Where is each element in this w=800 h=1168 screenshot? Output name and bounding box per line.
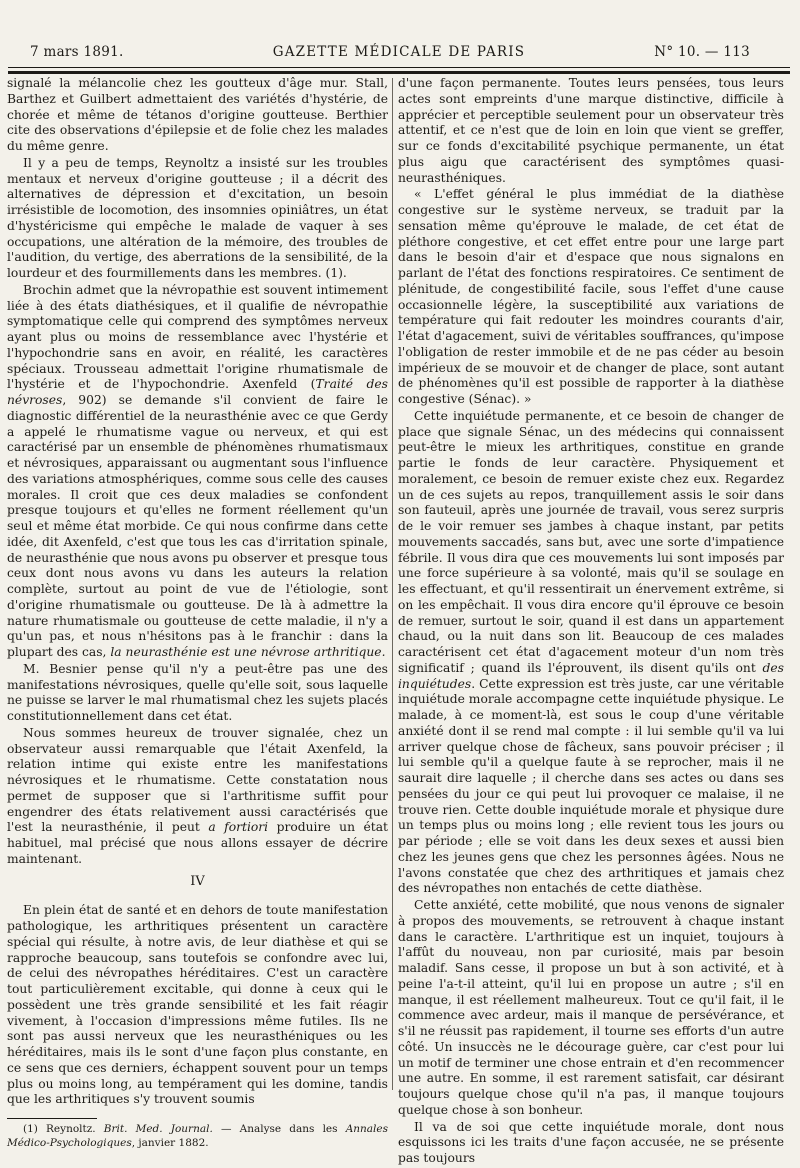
italic-run: a fortiori [208, 820, 269, 835]
italic-run: des inquiétudes [398, 660, 784, 691]
journal-title: GAZETTE MÉDICALE DE PARIS [272, 44, 526, 60]
text-run: — Analyse dans les [212, 1123, 346, 1135]
page-number: N° 10. — 113 [654, 44, 750, 60]
footnote-rule [7, 1118, 97, 1119]
section-heading: IV [190, 873, 205, 889]
paragraph: d'une façon permanente. Toutes leurs pensées, tous leurs actes sont empreints d'une marque distinctive, difficile à apprécier et perceptible seulement pour un observateur très attentif, et ce n'est que de loin en loin que vient se greffer, sur ce fonds d'excitabilité psychique permanente, un état plus aigu que caractérisent des symptômes quasi-neurasthéniques. [398, 76, 784, 185]
paragraph: Il y a peu de temps, Reynoltz a insisté sur les troubles mentaux et nerveux d'origine goutteuse ; il a décrit des alternatives de dépression et d'excitation, un besoin irrésistible de locomotion, des insomnies opiniâtres, un état d'hystéricisme qui empêche le malade de vaquer à ses occupations, une altération de la mémoire, des troubles de l'audition, du vertige, des aberrations de la sensibilité, de la lourdeur et des fourmillements dans les membres. (1). [7, 155, 388, 280]
italic-run: Traité des névroses [7, 377, 388, 407]
text-run: , 902) se demande s'il convient de faire le diagnostic différentiel de la neurasthénie avec ce que Gerdy a appelé le rhumatisme vague ou nerveux, et qui est caractérisé par un ensemble de phénomènes rhumatismaux et névrosiques, apparaissant ou augmentant sous l'influence des variations atmosphériques, comme sous celle des causes morales. Il croit que ces deux maladies se confondent presque toujours et qu'elles ne forment réellement qu'un seul et même état morbide. Ce qui nous confirme dans cette idée, dit Axenfeld, c'est que tous les cas d'irritation spinale, de neurasthénie que nous avons pu observer et presque tous ceux dont nous avons vu dans les auteurs la relation complète, surtout au point de vue de l'étiologie, sont d'origine rhumatismale ou goutteuse. De là à admettre la nature rhumatismale ou goutteuse de cette maladie, il n'y a qu'un pas, et nous n'hésitons pas à le franchir : dans la plupart des cas, [7, 393, 388, 659]
text-run: Brochin admet que la névropathie est souvent intimement liée à des états diathésiques, et il qualifie de névropathie symptomatique celle qui comprend des symptômes nerveux ayant plus ou moins de ressemblance avec l'hystérie et l'hypochondrie sans en avoir, en réalité, les caractères spéciaux. Trousseau admettait l'origine rhumatismale de l'hystérie et de l'hypochondrie. Axenfeld ( [7, 282, 388, 392]
right-column [398, 76, 784, 1168]
header-rule-thick [8, 71, 790, 74]
paragraph [398, 409, 784, 897]
paragraph: Cette anxiété, cette mobilité, que nous venons de signaler à propos des mouvements, se retrouvent à chaque instant dans le caractère. L'arthritique est un inquiet, toujours à l'affût du nouveau, non par curiosité, mais par besoin maladif. Sans cesse, il propose un but à son activité, et à peine l'a-t-il atteint, qu'il lui en propose un autre ; s'il en manque, il est réellement malheureux. Tout ce qu'il fait, il le commence avec ardeur, mais il manque de persévérance, et s'il ne réussit pas rapidement, il tourne ses efforts d'un autre côté. Un insuccès ne le décourage guère, car c'est pour lui un motif de terminer une chose entrain et d'en recommencer une autre. En somme, il est rarement satisfait, car désirant toujours quelque chose qu'il n'a pas, il manque toujours quelque chose à son bonheur. [398, 898, 784, 1117]
text-run: . Cette expression est très juste, car une véritable inquiétude morale accompagne cette inquiétude physique. Le malade, à ce moment-là, est sous le coup d'une véritable anxiété dont il se rend mal compte : il lui semble qu'il va lui arriver quelque chose de fâcheux, sans pouvoir préciser ; il lui semble qu'il a quelque faute à se reprocher, mais il ne saurait dire laquelle ; il cherche dans ses actes ou dans ses pensées du jour ce qui peut lui provoquer ce malaise, il ne trouve rien. Cette double inquiétude morale et physique dure un temps plus ou moins long ; elle revient tous les jours ou par période ; elle se voit dans les deux sexes et aussi bien chez les jeunes gens que chez les personnes âgées. Nous ne l'avons constatée que chez des arthritiques et jamais chez des névropathes non entachés de cette diathèse. [398, 676, 784, 896]
issue-date: 7 mars 1891. [30, 44, 124, 60]
paragraph: M. Besnier pense qu'il n'y a peut-être pas une des manifestations névrosiques, quelle qu'elle soit, sous laquelle ne puisse se larver le mal rhumatismal chez les sujets placés constitutionnellement dans cet état. [7, 661, 388, 723]
italic-run: Brit. Med. Journal. [103, 1123, 213, 1135]
italic-run: Annales Médico-Psychologiques [7, 1123, 389, 1149]
paragraph: Il va de soi que cette inquiétude morale, dont nous esquissons ici les traits d'une façon accusée, ne se présente pas toujours [398, 1119, 784, 1165]
paragraph: En plein état de santé et en dehors de toute manifestation pathologique, les arthritiques présentent un caractère spécial qui résulte, à notre avis, de leur diathèse et qui se rapproche beaucoup, sans toutefois se confondre avec lui, de celui des névropathes héréditaires. C'est un caractère tout particulièrement excitable, qui donne à ceux qui le possèdent une très grande sensibilité et les fait réagir vivement, à l'occasion d'impressions même futiles. Ils ne sont pas aussi nerveux que les neurasthéniques ou les héréditaires, mais ils le sont d'une façon plus constante, en ce sens que ces derniers, échappent souvent pour un temps plus ou moins long, au tempérament qui les domine, tandis que les arthritiques s'y trouvent soumis [7, 903, 388, 1107]
italic-run: la neurasthénie est une névrose arthritique. [110, 645, 386, 659]
paragraph: signalé la mélancolie chez les goutteux d'âge mur. Stall, Barthez et Guilbert admettaient des variétés d'hystérie, de chorée et même de tétanos d'origine goutteuse. Berthier cite des observations d'épilepsie et de folie chez les malades du même genre. [7, 76, 388, 153]
text-run: (1) Reynoltz. [23, 1123, 104, 1135]
paragraph [7, 283, 388, 661]
page-header [8, 44, 790, 66]
text-run: produire un état habituel, mal précisé que nous allons essayer de décrire maintenant. [7, 820, 388, 866]
paragraph: « L'effet général le plus immédiat de la diathèse congestive sur le système nerveux, se traduit par la sensation même qu'éprouve le malade, de cet état de pléthore congestive, et cet effet entre pour une large part dans le besoin d'air et d'espace que nous signalons en parlant de l'état des fonctions respiratoires. Ce sentiment de plénitude, de congestibilité facile, sous l'effet d'une cause occasionnelle légère, la susceptibilité aux variations de température qui fait redouter les moindres courants d'air, l'état d'agacement, suivi de véritables souffrances, qu'impose l'obligation de rester immobile et de ne pas céder au besoin impérieux de se mouvoir et de changer de place, sont autant de phénomènes qu'il est possible de rapporter à la diathèse congestive (Sénac). » [398, 187, 784, 406]
footnote [7, 1123, 388, 1150]
paragraph [7, 726, 388, 868]
left-column [7, 76, 388, 1151]
header-rule-thin [8, 67, 790, 68]
text-run: Cette inquiétude permanente, et ce besoin de changer de place que signale Sénac, un des médecins qui connaissent peut-être le mieux les arthritiques, constitue en grande partie le fonds de leur caractère. Physiquement et moralement, ce besoin de remuer existe chez eux. Regardez un de ces sujets au repos, tranquillement assis le soir dans son fauteuil, après une journée de travail, vous serez surpris de le voir remuer ses jambes à chaque instant, par petits mouvements saccadés, sans but, avec une sorte d'impatience fébrile. Il vous dira que ces mouvements lui sont imposés par une force supérieure à sa volonté, mais qu'il se soulage en les effectuant, et qu'il ressentirait un énervement extrême, si on les empêchait. Il vous dira encore qu'il éprouve ce besoin de remuer, surtout le soir, quand il est dans un appartement chaud, ou la nuit dans son lit. Beaucoup de ces malades caractérisent cet état d'agacement moteur d'un nom très significatif ; quand ils l'éprouvent, ils disent qu'ils ont [398, 408, 784, 675]
text-run: , janvier 1882. [131, 1136, 209, 1149]
text-run: Nous sommes heureux de trouver signalée, chez un observateur aussi remarquable que l'était Axenfeld, la relation intime qui existe entre les manifestations névrosiques et le rhumatisme. Cette constatation nous permet de supposer que si l'arthritisme suffit pour engendrer des états relativement aussi caractérisés que l'est la neurasthénie, il peut [7, 725, 388, 835]
column-divider [392, 78, 393, 1090]
